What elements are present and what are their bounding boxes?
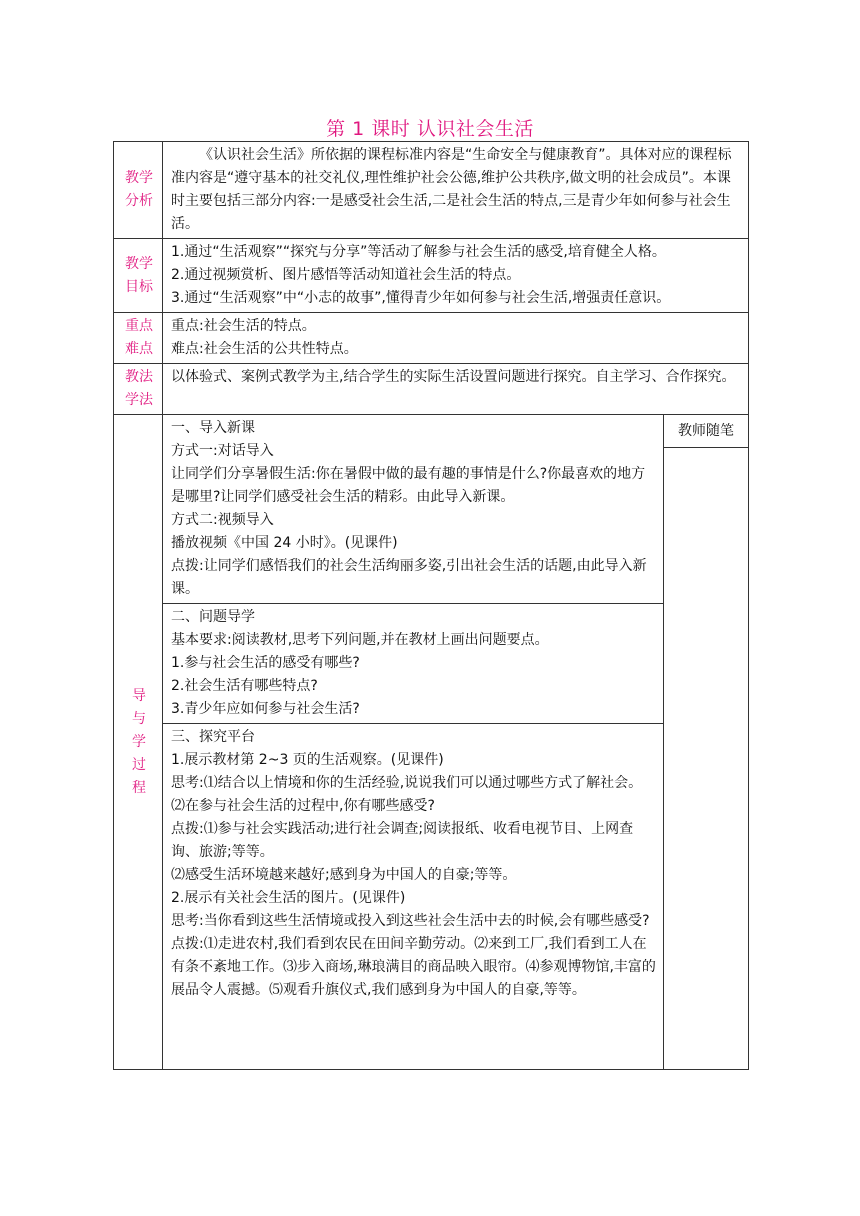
label-keypoints-line2: 难点	[125, 341, 153, 357]
row-process-section1	[114, 415, 749, 604]
label-methods-line1: 教法	[125, 369, 153, 385]
row-objectives	[114, 239, 749, 313]
section-intro-heading: 一、导入新课	[171, 420, 255, 436]
question-item: 3.青少年应如何参与社会生活?	[171, 701, 360, 717]
row-analysis	[114, 142, 749, 239]
section-explore-line: 点拨:⑴走进农村,我们看到农民在田间辛勤劳动。⑵来到工厂,我们看到工人在有条不紊地工作。⑶步入商场,琳琅满目的商品映入眼帘。⑷参观博物馆,丰富的展品令人震撼。⑸观看升旗仪式,我们感到身为中国人的自豪,等等。	[171, 936, 656, 998]
lesson-title: 第 1 课时 认识社会生活	[326, 118, 534, 140]
row-process-section3	[114, 724, 749, 1070]
methods-text: 以体验式、案例式教学为主,结合学生的实际生活设置问题进行探究。自主学习、合作探究。	[163, 364, 749, 415]
section-intro-line: 方式一:对话导入	[171, 443, 274, 459]
row-keypoints	[114, 313, 749, 364]
section-explore-line: 思考:当你看到这些生活情境或投入到这些社会生活中去的时候,会有哪些感受?	[171, 913, 650, 929]
teacher-notes-area	[664, 448, 748, 1048]
question-item: 1.参与社会生活的感受有哪些?	[171, 655, 360, 671]
section-explore-line: ⑵感受生活环境越来越好;感到身为中国人的自豪;等等。	[171, 867, 517, 883]
label-process-char: 程	[132, 779, 146, 796]
teacher-notes-label: 教师随笔	[664, 415, 748, 448]
row-methods	[114, 364, 749, 415]
keypoints-list	[163, 313, 749, 364]
lesson-plan-table	[113, 141, 749, 1070]
row-process-section2	[114, 604, 749, 724]
label-process	[114, 415, 163, 1070]
section-intro-line: 方式二:视频导入	[171, 512, 274, 528]
label-process-char: 导	[132, 687, 146, 704]
section-explore-line: 点拨:⑴参与社会实践活动;进行社会调查;阅读报纸、收看电视节目、上网查询、旅游;等等。	[171, 821, 634, 860]
label-process-char: 过	[132, 756, 146, 773]
section-explore-line: ⑵在参与社会生活的过程中,你有哪些感受?	[171, 798, 435, 814]
label-methods-line2: 学法	[125, 392, 153, 408]
label-methods	[114, 364, 163, 415]
section-questions-heading: 二、问题导学	[171, 609, 255, 625]
label-objectives-line1: 教学	[125, 255, 153, 272]
objective-item: 1.通过“生活观察”“探究与分享”等活动了解参与社会生活的感受,培育健全人格。	[171, 244, 666, 260]
label-process-char: 学	[132, 733, 146, 750]
teacher-notes-column	[664, 415, 749, 1070]
section-explore-line: 1.展示教材第 2~3 页的生活观察。(见课件)	[171, 752, 444, 768]
section-questions	[163, 604, 664, 724]
section-intro-line: 点拨:让同学们感悟我们的社会生活绚丽多姿,引出社会生活的话题,由此导入新课。	[171, 558, 647, 597]
objective-item: 3.通过“生活观察”中“小志的故事”,懂得青少年如何参与社会生活,增强责任意识。	[171, 290, 671, 306]
objective-item: 2.通过视频赏析、图片感悟等活动知道社会生活的特点。	[171, 267, 521, 283]
label-objectives-line2: 目标	[125, 278, 153, 295]
label-keypoints-line1: 重点	[125, 318, 153, 334]
analysis-text: 《认识社会生活》所依据的课程标准内容是“生命安全与健康教育”。具体对应的课程标准内容是“遵守基本的社交礼仪,理性维护社会公德,维护公共秩序,做文明的社会成员”。本课时主要包括三部分内容:一是感受社会生活,二是社会生活的特点,三是青少年如何参与社会生活。	[163, 142, 749, 239]
section-explore	[163, 724, 664, 1070]
section-intro-line: 播放视频《中国 24 小时》。(见课件)	[171, 535, 398, 551]
objectives-list	[163, 239, 749, 313]
label-analysis-line2: 分析	[125, 193, 153, 209]
label-analysis	[114, 142, 163, 239]
section-explore-line: 思考:⑴结合以上情境和你的生活经验,说说我们可以通过哪些方式了解社会。	[171, 775, 643, 791]
label-keypoints	[114, 313, 163, 364]
label-objectives	[114, 239, 163, 313]
section-intro-line: 让同学们分享暑假生活:你在暑假中做的最有趣的事情是什么?你最喜欢的地方是哪里?让同学们感受社会生活的精彩。由此导入新课。	[171, 466, 646, 505]
label-process-char: 与	[132, 710, 146, 727]
section-intro	[163, 415, 664, 604]
keypoint-item: 难点:社会生活的公共性特点。	[171, 341, 358, 357]
section-explore-line: 2.展示有关社会生活的图片。(见课件)	[171, 890, 406, 906]
section-explore-heading: 三、探究平台	[171, 729, 255, 745]
label-analysis-line1: 教学	[125, 170, 153, 186]
section-questions-line: 基本要求:阅读教材,思考下列问题,并在教材上画出问题要点。	[171, 632, 549, 648]
question-item: 2.社会生活有哪些特点?	[171, 678, 318, 694]
keypoint-item: 重点:社会生活的特点。	[171, 318, 316, 334]
